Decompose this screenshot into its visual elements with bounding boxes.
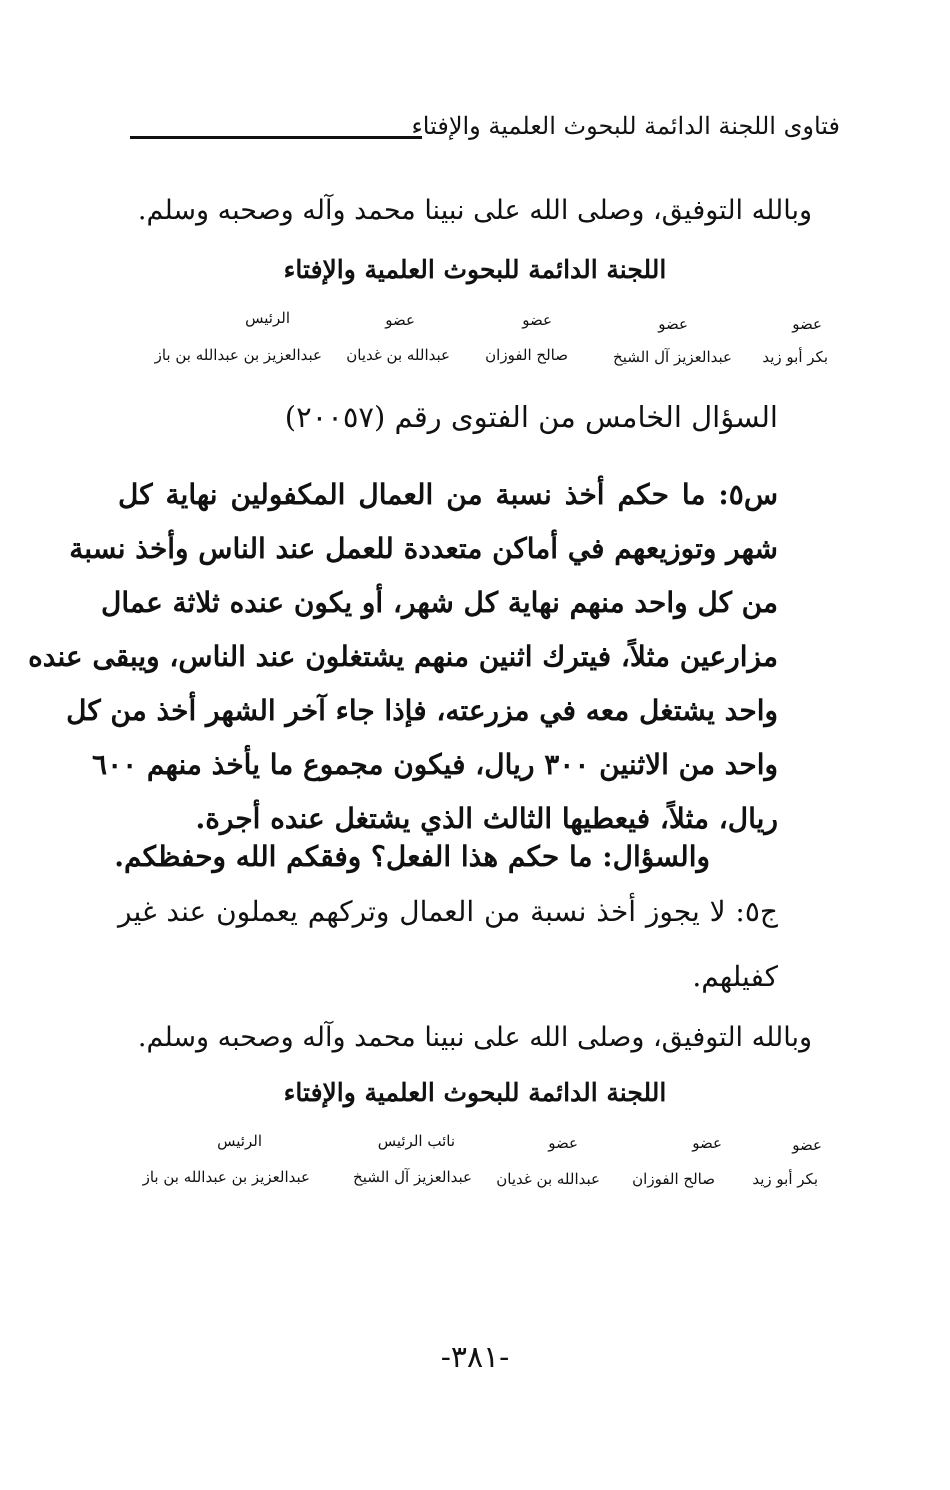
closing-formula: وبالله التوفيق، وصلى الله على نبينا محمد وآله وصحبه وسلم. [137, 1022, 813, 1053]
committee-name: اللجنة الدائمة للبحوث العلمية والإفتاء [283, 255, 667, 284]
page-number: -٣٨١- [440, 1340, 510, 1375]
signatory-name: بكر أبو زيد [752, 1170, 818, 1188]
signatory-role: الرئيس [245, 309, 290, 327]
signatory-name: عبدالعزيز بن عبدالله بن باز [142, 1168, 310, 1186]
signatory-role: عضو [522, 311, 552, 329]
running-header [130, 112, 840, 152]
question-line: من كل واحد منهم نهاية كل شهر، أو يكون عنده ثلاثة عمال [101, 586, 778, 619]
signatory-name: عبدالعزيز آل الشيخ [353, 1168, 472, 1186]
question-summary: والسؤال: ما حكم هذا الفعل؟ وفقكم الله وحفظكم. [114, 840, 710, 873]
signatory-role: عضو [792, 315, 822, 333]
signatory-name: بكر أبو زيد [762, 348, 828, 366]
signatory-name: عبدالعزيز آل الشيخ [613, 348, 732, 366]
signatory-role: عضو [792, 1136, 822, 1154]
question-line: شهر وتوزيعهم في أماكن متعددة للعمل عند الناس وأخذ نسبة [69, 532, 778, 565]
answer-tail: كفيلهم. [692, 960, 778, 993]
signatory-role: الرئيس [217, 1132, 262, 1150]
question-line: واحد يشتغل معه في مزرعته، فإذا جاء آخر الشهر أخذ من كل [66, 694, 778, 727]
signatory-name: عبدالله بن غديان [346, 346, 450, 364]
question-paragraph [28, 468, 778, 846]
question-line: مزارعين مثلاً، فيترك اثنين منهم يشتغلون عند الناس، ويبقى عنده [28, 640, 778, 673]
signatory-name: عبدالله بن غديان [496, 1170, 600, 1188]
header-rule [130, 136, 422, 139]
question-line: ريال، مثلاً، فيعطيها الثالث الذي يشتغل عنده أجرة. [195, 802, 778, 835]
closing-formula: وبالله التوفيق، وصلى الله على نبينا محمد وآله وصحبه وسلم. [137, 195, 813, 226]
question-line: واحد من الاثنين ٣٠٠ ريال، فيكون مجموع ما يأخذ منهم ٦٠٠ [92, 748, 778, 781]
signatory-role: عضو [385, 311, 415, 329]
signatory-name: صالح الفوزان [632, 1170, 715, 1188]
signatory-role: عضو [548, 1134, 578, 1152]
signatory-name: عبدالعزيز بن عبدالله بن باز [154, 346, 322, 364]
signatory-role: نائب الرئيس [377, 1132, 455, 1150]
signatory-role: عضو [658, 315, 688, 333]
question-line: س٥: ما حكم أخذ نسبة من العمال المكفولين نهاية كل [118, 478, 778, 511]
fatwa-title: السؤال الخامس من الفتوى رقم (٢٠٠٥٧) [284, 400, 778, 434]
signatory-role: عضو [692, 1134, 722, 1152]
header-title: فتاوى اللجنة الدائمة للبحوث العلمية والإفتاء [411, 112, 840, 140]
signatory-name: صالح الفوزان [485, 346, 568, 364]
committee-name: اللجنة الدائمة للبحوث العلمية والإفتاء [283, 1078, 667, 1107]
answer-line: ج٥: لا يجوز أخذ نسبة من العمال وتركهم يعملون عند غير [118, 895, 778, 928]
